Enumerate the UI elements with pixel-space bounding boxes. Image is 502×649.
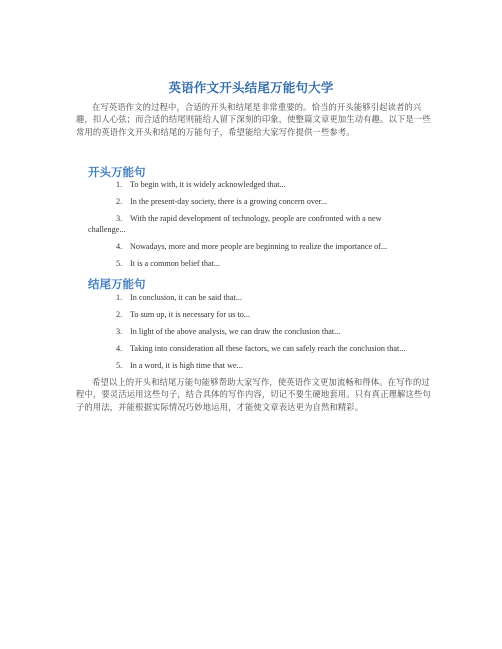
list-item [88, 327, 418, 338]
list-item-number: 1. [116, 180, 123, 189]
list-item-text: Taking into consideration all these factors, we can safely reach the conclusion that... [130, 344, 406, 354]
list-item-text: In light of the above analysis, we can draw the conclusion that... [130, 327, 341, 337]
closing-sentences-heading: 结尾万能句 [88, 277, 146, 291]
list-item [88, 180, 418, 191]
opening-sentences-list [88, 180, 418, 276]
list-item-text: It is a common belief that... [130, 258, 221, 268]
closing-paragraph: 希望以上的开头和结尾万能句能够帮助大家写作，使英语作文更加流畅和得体。在写作的过程中，要灵活运用这些句子，结合具体的写作内容，切记不要生硬地套用。只有真正理解这些句子的用法，并能根据实际情况巧妙地运用，才能使文章表达更为自然和精彩。 [76, 377, 431, 412]
list-item-number: 1. [116, 293, 123, 302]
intro-paragraph: 在写英语作文的过程中，合适的开头和结尾是非常重要的。恰当的开头能够引起读者的兴趣，扣人心弦；而合适的结尾则能给人留下深刻的印象，使整篇文章更加生动有趣。以下是一些常用的英语作文开头和结尾的万能句子，希望能给大家写作提供一些参考。 [76, 102, 431, 137]
list-item [88, 214, 418, 235]
list-item-text: To sum up, it is necessary for us to... [130, 310, 250, 320]
list-item-text: In conclusion, it can be said that... [130, 293, 242, 302]
list-item-number: 2. [116, 310, 123, 320]
list-item [88, 344, 418, 355]
closing-sentences-list [88, 293, 418, 378]
opening-sentences-heading: 开头万能句 [88, 165, 146, 179]
list-item-number: 5. [116, 361, 123, 371]
document-title: 英语作文开头结尾万能句大学 [168, 80, 334, 95]
list-item-text: Nowadays, more and more people are beginning to realize the importance of... [130, 241, 388, 251]
list-item-number: 5. [116, 258, 123, 268]
list-item-number: 3. [116, 327, 123, 337]
list-item-number: 3. [116, 214, 123, 224]
list-item [88, 293, 418, 304]
list-item [88, 259, 418, 270]
list-item [88, 361, 418, 372]
list-item [88, 197, 418, 208]
list-item-text: In the present-day society, there is a growing concern over... [130, 197, 328, 207]
list-item [88, 242, 418, 253]
list-item-text: With the rapid development of technology, people are confronted with a new challenge... [88, 214, 382, 234]
list-item-text: To begin with, it is widely acknowledged that... [130, 180, 286, 189]
list-item-text: In a word, it is high time that we... [130, 361, 243, 371]
list-item-number: 4. [116, 241, 123, 251]
list-item-number: 4. [116, 344, 123, 354]
list-item-number: 2. [116, 197, 123, 207]
list-item [88, 310, 418, 321]
